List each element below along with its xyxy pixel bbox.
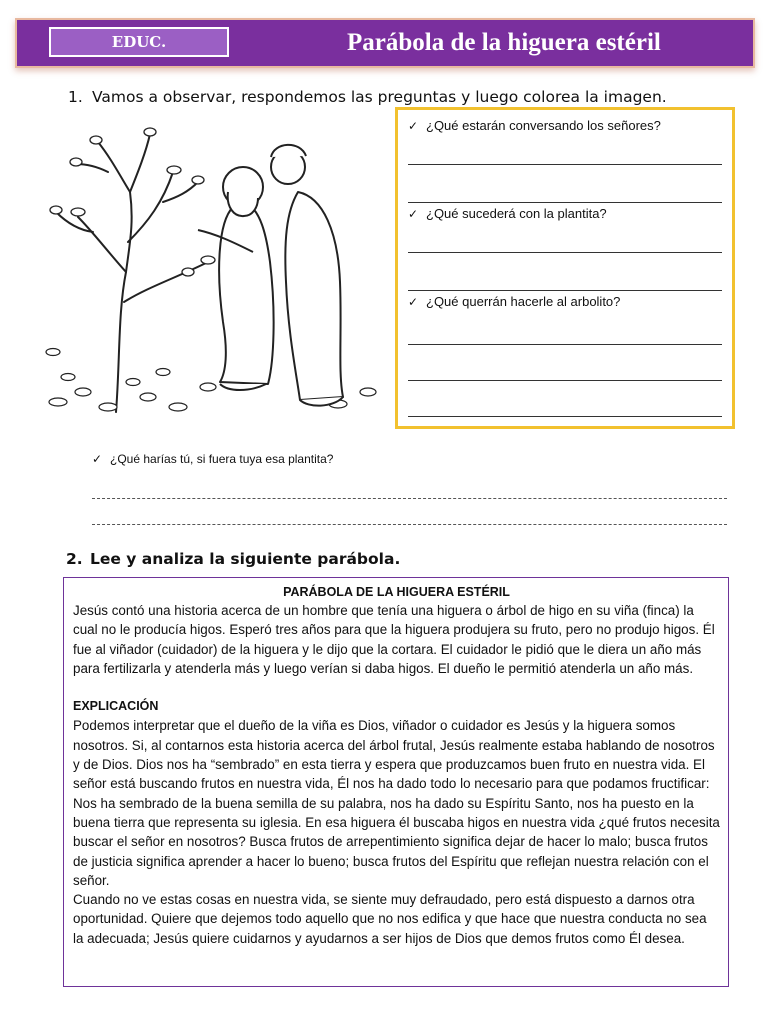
- check-icon: ✓: [408, 119, 419, 133]
- section1-instruction: [68, 88, 667, 106]
- section2-text: Lee y analiza la siguiente parábola.: [90, 550, 401, 568]
- extra-question: [92, 452, 333, 466]
- questions-box: [395, 107, 735, 429]
- extra-question-text: ¿Qué harías tú, si fuera tuya esa plantita?: [110, 452, 334, 466]
- question-text: ¿Qué estarán conversando los señores?: [426, 118, 661, 133]
- answer-line[interactable]: [408, 380, 722, 381]
- parable-title: PARÁBOLA DE LA HIGUERA ESTÉRIL: [283, 585, 510, 599]
- explanation-heading: EXPLICACIÓN: [73, 699, 159, 714]
- answer-line[interactable]: [408, 344, 722, 345]
- page-title: Parábola de la higuera estéril: [347, 29, 661, 56]
- section2-number: 2.: [66, 550, 83, 568]
- subject-label: EDUC.: [49, 27, 229, 57]
- parable-illustration: [38, 112, 396, 422]
- check-icon: ✓: [92, 452, 103, 466]
- answer-line[interactable]: [408, 164, 722, 165]
- question-item: [408, 118, 661, 133]
- question-item: [408, 294, 620, 309]
- explanation-paragraph: Cuando no ve estas cosas en nuestra vida, se siente muy defraudado, pero está dispuesto a darnos otra oportunidad. Quiere que dejemos todo aquello que no nos edifica y que hace que nuestra conducta no sea la adecuada; Jesús quiere cuidarnos y ayudarnos a ser hijos de Dios que demos frutos como Él desea.: [73, 892, 707, 946]
- section2-instruction: [66, 550, 400, 568]
- section1-number: 1.: [68, 88, 83, 106]
- section1-text: Vamos a observar, respondemos las preguntas y luego colorea la imagen.: [92, 88, 667, 106]
- question-item: [408, 206, 607, 221]
- parable-box: [63, 577, 729, 987]
- question-text: ¿Qué sucederá con la plantita?: [426, 206, 607, 221]
- explanation-paragraph: Podemos interpretar que el dueño de la viña es Dios, viñador o cuidador es Jesús y la higuera somos nosotros. Si, al contarnos esta historia acerca del árbol frutal, Jesús realmente estaba hablando de nosotros y de Dios. Dios nos ha “sembrado” en esta tierra y espera que produzcamos buen fruto en nuestra vida. El señor está buscando frutos en nuestra vida, Él nos ha dado todo lo necesario para que podamos fructificar: Nos ha sembrado de la buena semilla de su palabra, nos ha dado su Espíritu Santo, nos ha puesto en la buena tierra que representa su iglesia. En esa higuera él buscaba higos en nuestra vida ¿qué frutos necesita buscar el señor en nosotros? Busca frutos de arrepentimiento significa dejar de hacer lo malo; busca frutos de justicia significa aprender a hacer lo bueno; busca frutos del Espíritu que reflejan nuestra relación con el señor.: [73, 718, 720, 888]
- answer-line[interactable]: [408, 416, 722, 417]
- header-banner: [15, 18, 755, 68]
- answer-line[interactable]: [408, 252, 722, 253]
- answer-line[interactable]: [408, 202, 722, 203]
- check-icon: ✓: [408, 295, 419, 309]
- answer-dashed-line[interactable]: [92, 498, 727, 499]
- answer-dashed-line[interactable]: [92, 524, 727, 525]
- answer-line[interactable]: [408, 290, 722, 291]
- check-icon: ✓: [408, 207, 419, 221]
- question-text: ¿Qué querrán hacerle al arbolito?: [426, 294, 621, 309]
- parable-story: Jesús contó una historia acerca de un hombre que tenía una higuera o árbol de higo en su viña (finca) la cual no le producía higos. Esperó tres años para que la higuera produjera su fruto, pero no produjo higos. Él fue al viñador (cuidador) de la higuera y le dijo que la cortara. El cuidador le pidió que le diera un año más para fertilizarla y atenderla más y luego verían si daba higos. El dueño le permitió atenderla un año más.: [73, 603, 715, 676]
